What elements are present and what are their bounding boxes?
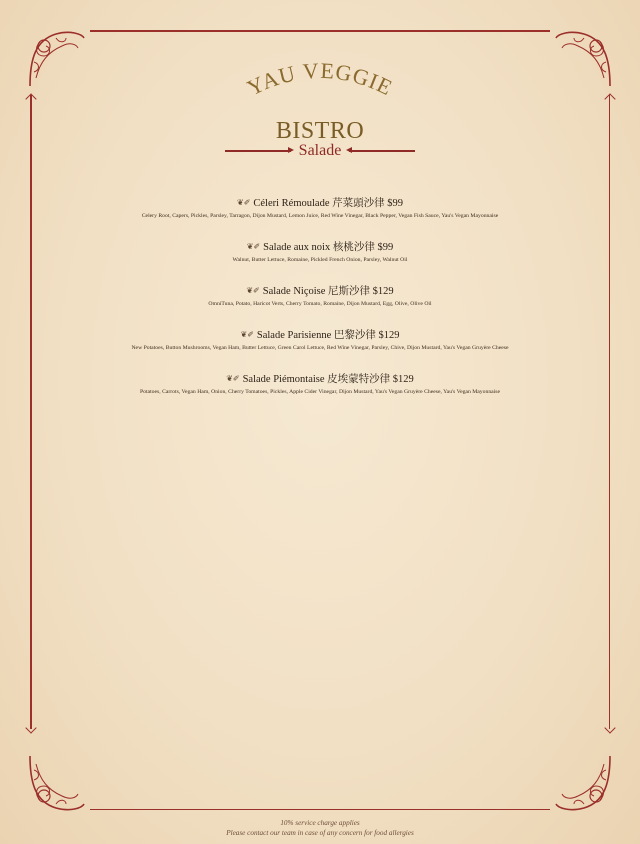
frame-bottom-border <box>90 809 550 811</box>
item-name: Salade Piémontaise 皮埃蒙特沙律 $129 <box>242 374 414 385</box>
item-description: Walnut, Butter Lettuce, Romaine, Pickled French Onion, Parsley, Walnut Oil <box>232 257 408 263</box>
item-description: OmniTuna, Potato, Haricot Verts, Cherry Tomato, Romaine, Dijon Mustard, Egg, Olive, Olive Oil <box>208 301 432 307</box>
menu-item <box>40 190 600 219</box>
heading-rule-right <box>349 150 415 152</box>
item-description: Celery Root, Capers, Pickles, Parsley, Tarragon, Dijon Mustard, Lemon Juice, Red Wine Vinegar, Black Pepper, Vegan Fish Sauce, Yau's Vegan Mayonnaise <box>141 213 499 219</box>
vegan-leaf-icon: ❦✐ <box>246 286 260 295</box>
vegan-leaf-icon: ❦✐ <box>226 374 240 383</box>
heading-rule-left <box>225 150 291 152</box>
footer-notes <box>0 818 640 838</box>
frame-top-border <box>90 30 550 32</box>
ornament-corner-icon <box>552 752 614 814</box>
title-line1: YAU VEGGIE <box>243 58 397 101</box>
vegan-leaf-icon: ❦✐ <box>236 198 251 207</box>
menu-item <box>40 278 600 307</box>
service-charge-note: 10% service charge applies <box>280 819 360 827</box>
menu-item <box>40 322 600 351</box>
frame-left-border <box>30 95 32 729</box>
section-title: Salade <box>298 142 342 159</box>
section-heading <box>0 142 640 160</box>
item-description: Potatoes, Carrots, Vegan Ham, Onion, Cherry Tomatoes, Pickles, Apple Cider Vinegar, Dijon Mustard, Yau's Vegan Gruyère Cheese, Yau's Vegan Mayonnaise <box>139 389 501 395</box>
item-name: Salade aux noix 核桃沙律 $99 <box>263 242 394 253</box>
menu-item <box>40 366 600 395</box>
item-name: Salade Parisienne 巴黎沙律 $129 <box>256 330 400 341</box>
menu-items <box>40 190 600 410</box>
item-name: Céleri Rémoulade 芹菜頭沙律 $99 <box>253 198 403 209</box>
allergy-note: Please contact our team in case of any concern for food allergies <box>226 829 414 837</box>
restaurant-title <box>0 58 640 145</box>
item-name: Salade Niçoise 尼斯沙律 $129 <box>262 286 394 297</box>
vegan-leaf-icon: ❦✐ <box>246 242 261 251</box>
ornament-corner-icon <box>26 752 88 814</box>
item-description: New Potatoes, Button Mushrooms, Vegan Ham, Butter Lettuce, Green Carol Lettuce, Red Wine Vinegar, Parsley, Chive, Dijon Mustard, Yau's Vegan Gruyère Cheese <box>131 345 509 351</box>
title-line2: BISTRO <box>275 118 365 144</box>
svg-text:YAU VEGGIE <box>243 58 397 100</box>
menu-item <box>40 234 600 263</box>
frame-right-border <box>609 95 611 729</box>
vegan-leaf-icon: ❦✐ <box>240 330 254 339</box>
